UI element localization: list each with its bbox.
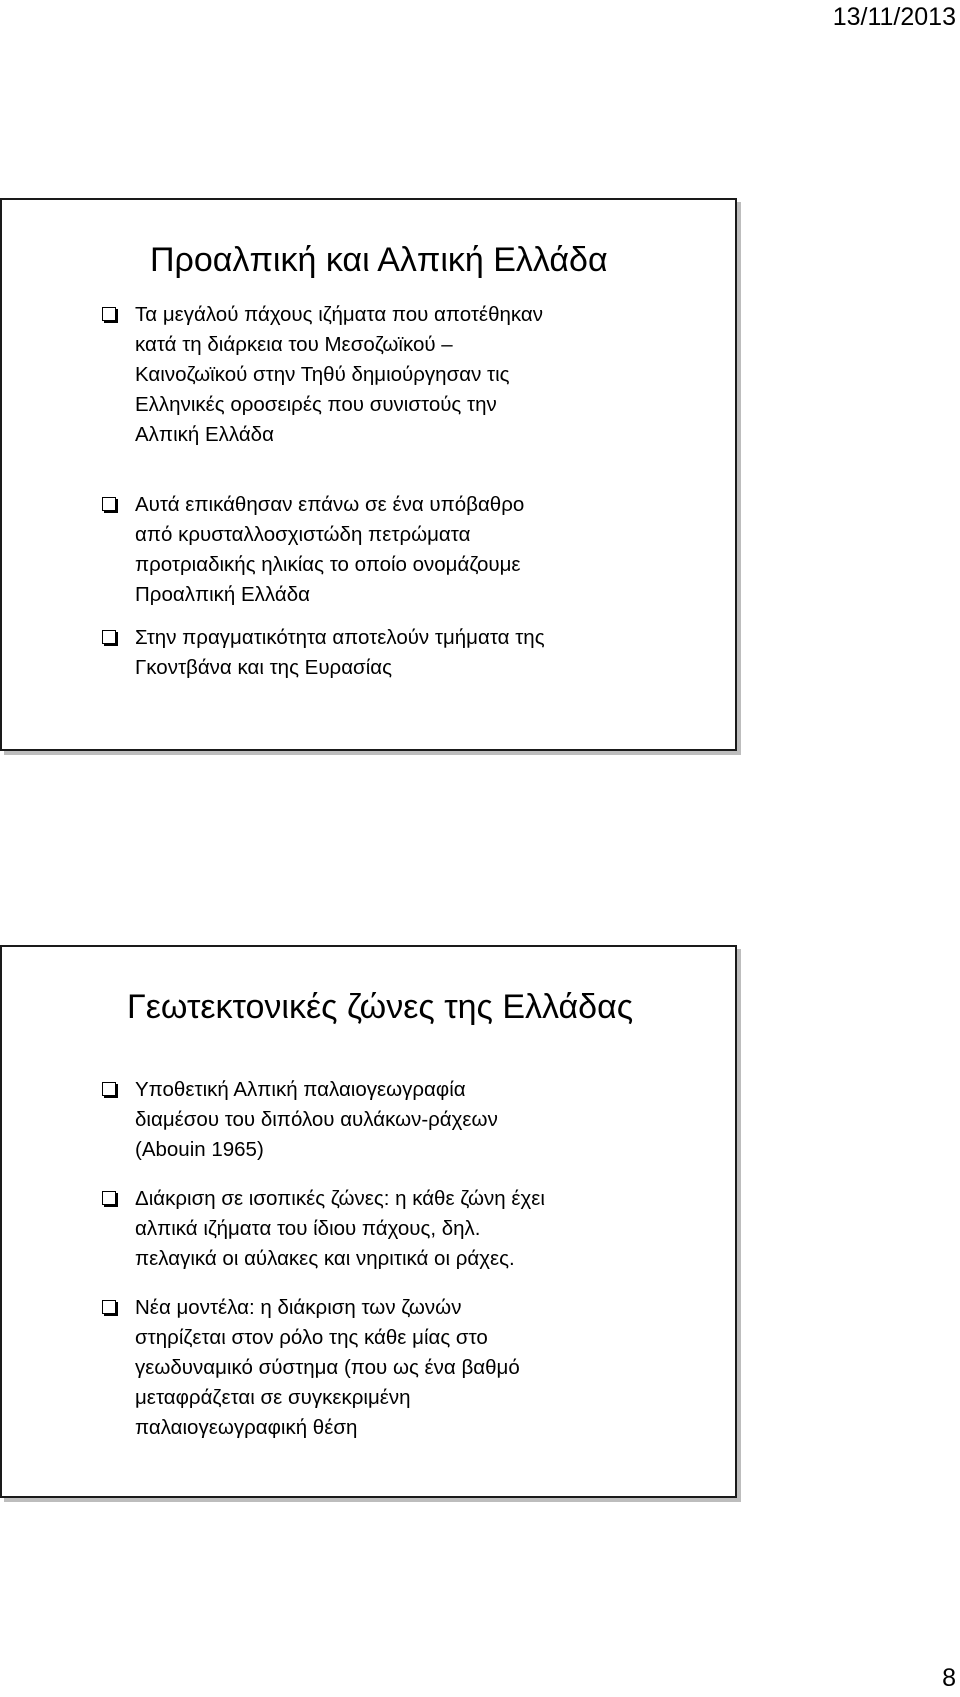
bullet-text: Αυτά επικάθησαν επάνω σε ένα υπόβαθρο από κρυσταλλοσχιστώδη πετρώματα προτριαδικής ηλικίας το οποίο ονομάζουμε Προαλπική Ελλάδα [135,493,525,606]
bullet-item [102,300,702,450]
bullet-item [102,1184,702,1274]
bullet-text: Νέα μοντέλα: η διάκριση των ζωνών στηρίζεται στον ρόλο της κάθε μίας στο γεωδυναμικό σύστημα (που ως ένα βαθμό μεταφράζεται σε συγκεκριμένη παλαιογεωγραφική θέση [135,1296,520,1439]
bullet-item [102,623,702,683]
checkbox-bullet-icon [102,1300,116,1314]
slide-2 [0,945,737,1498]
slide-title: Προαλπική και Αλπική Ελλάδα [150,241,608,279]
page-number: 8 [942,1664,956,1692]
checkbox-bullet-icon [102,630,116,644]
bullet-text: Διάκριση σε ισοπικές ζώνες: η κάθε ζώνη έχει αλπικά ιζήματα του ίδιου πάχους, δηλ. πελαγικά οι αύλακες και νηριτικά οι ράχες. [135,1187,545,1270]
bullet-item [102,1293,702,1443]
bullet-item [102,1075,702,1165]
slide-title: Γεωτεκτονικές ζώνες της Ελλάδας [127,988,634,1026]
bullet-text: Τα μεγάλού πάχους ιζήματα που αποτέθηκαν κατά τη διάρκεια του Μεσοζωϊκού – Καινοζωϊκού στην Τηθύ δημιούργησαν τις Ελληνικές οροσειρές που συνιστούς την Αλπική Ελλάδα [135,303,543,446]
slide-1 [0,198,737,751]
checkbox-bullet-icon [102,1082,116,1096]
checkbox-bullet-icon [102,497,116,511]
page-date: 13/11/2013 [832,3,956,31]
bullet-item [102,490,702,610]
bullet-text: Στην πραγματικότητα αποτελούν τμήματα της Γκοντβάνα και της Ευρασίας [135,626,545,679]
checkbox-bullet-icon [102,307,116,321]
bullet-text: Υποθετική Αλπική παλαιογεωγραφία διαμέσου του διπόλου αυλάκων-ράχεων (Abouin 1965) [135,1078,498,1161]
checkbox-bullet-icon [102,1191,116,1205]
